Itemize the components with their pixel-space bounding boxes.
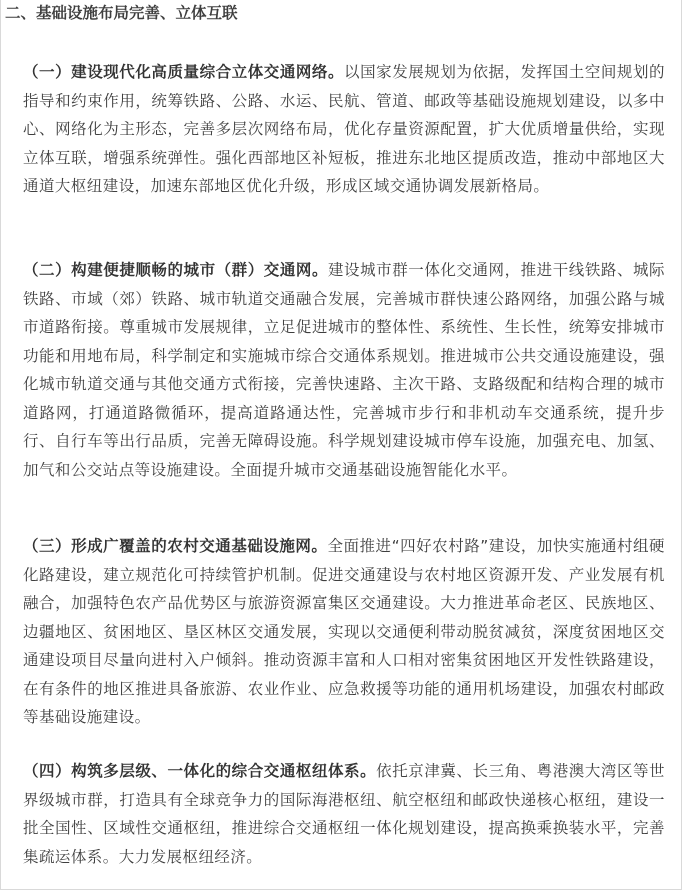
- paragraph-hub-system: [23, 757, 665, 871]
- section-heading: 二、基础设施布局完善、立体互联: [5, 4, 238, 22]
- paragraph-body: 建设城市群一体化交通网，推进干线铁路、城际铁路、市域（郊）铁路、城市轨道交通融合发展，完善城市群快速公路网络，加强公路与城市道路衔接。尊重城市发展规律，立足促进城市的整体性、系统性、生长性，统筹安排城市功能和用地布局，科学制定和实施城市综合交通体系规划。推进城市公共交通设施建设，强化城市轨道交通与其他交通方式衔接，完善快速路、主次干路、支路级配和结构合理的城市道路网，打通道路微循环，提高道路通达性，完善城市步行和非机动车交通系统，提升步行、自行车等出行品质，完善无障碍设施。科学规划建设城市停车设施，加强充电、加氢、加气和公交站点等设施建设。全面提升城市交通基础设施智能化水平。: [23, 261, 665, 479]
- paragraph-body: 依托京津冀、长三角、粤港澳大湾区等世界级城市群，打造具有全球竞争力的国际海港枢纽、航空枢纽和邮政快递核心枢纽，建设一批全国性、区域性交通枢纽，推进综合交通枢纽一体化规划建设，提高换乘换装水平，完善集疏运体系。大力发展枢纽经济。: [23, 762, 665, 866]
- paragraph-comprehensive-network: [23, 58, 665, 201]
- paragraph-lead: （四）构筑多层级、一体化的综合交通枢纽体系。: [23, 762, 377, 780]
- paragraph-rural-network: [23, 532, 665, 732]
- paragraph-lead: （三）形成广覆盖的农村交通基础设施网。: [23, 537, 328, 555]
- paragraph-lead: （一）建设现代化高质量综合立体交通网络。: [23, 63, 345, 81]
- paragraph-lead: （二）构建便捷顺畅的城市（群）交通网。: [23, 261, 328, 279]
- paragraph-urban-network: [23, 256, 665, 484]
- paragraph-body: 以国家发展规划为依据，发挥国土空间规划的指导和约束作用，统筹铁路、公路、水运、民航、管道、邮政等基础设施规划建设，以多中心、网络化为主形态，完善多层次网络布局，优化存量资源配置，扩大优质增量供给，实现立体互联，增强系统弹性。强化西部地区补短板，推进东北地区提质改造，推动中部地区大通道大枢纽建设，加速东部地区优化升级，形成区域交通协调发展新格局。: [23, 63, 665, 195]
- paragraph-body: 全面推进“四好农村路”建设，加快实施通村组硬化路建设，建立规范化可持续管护机制。促进交通建设与农村地区资源开发、产业发展有机融合，加强特色农产品优势区与旅游资源富集区交通建设。大力推进革命老区、民族地区、边疆地区、贫困地区、垦区林区交通发展，实现以交通便利带动脱贫减贫，深度贫困地区交通建设项目尽量向进村入户倾斜。推动资源丰富和人口相对密集贫困地区开发性铁路建设，在有条件的地区推进具备旅游、农业作业、应急救援等功能的通用机场建设，加强农村邮政等基础设施建设。: [23, 537, 665, 726]
